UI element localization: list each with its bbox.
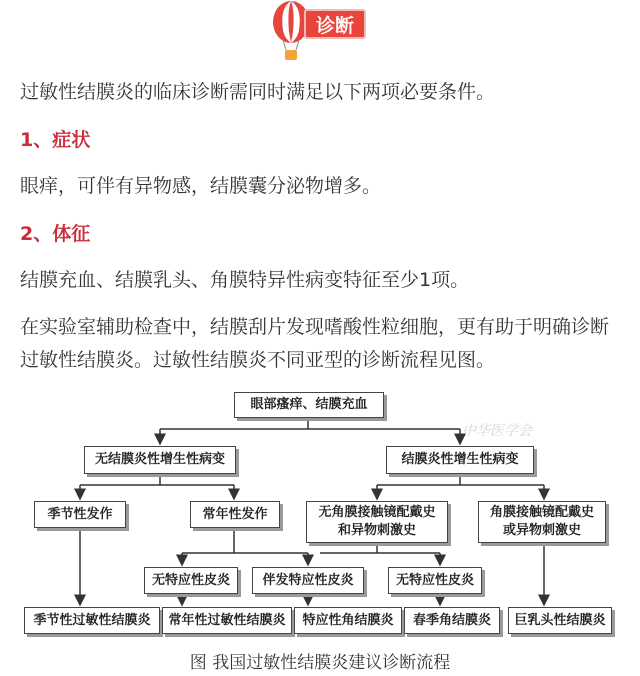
flow-no-contact-lens-box: [306, 501, 448, 543]
flow-output-atopic: 特应性角结膜炎: [294, 607, 402, 634]
flow-contact-lens-line1: 角膜接触镜配戴史: [489, 505, 594, 520]
section2-text: 结膜充血、结膜乳头、角膜特异性病变特征至少1项。: [20, 269, 470, 291]
section1-text: 眼痒，可伴有异物感，结膜囊分泌物增多。: [20, 175, 382, 197]
flow-proliferative-box: 结膜炎性增生性病变: [386, 446, 534, 474]
figure-caption: 图 我国过敏性结膜炎建议诊断流程: [189, 653, 451, 673]
flow-output-vernal: 春季角结膜炎: [404, 607, 500, 634]
flow-output-giant-papillary: 巨乳头性结膜炎: [508, 607, 612, 634]
section-header: [271, 0, 381, 62]
watermark: 中华医学会: [462, 423, 532, 439]
flow-output-perennial: 常年性过敏性结膜炎: [162, 607, 292, 634]
section2-heading: 2、体征: [20, 223, 91, 245]
flow-output-seasonal: 季节性过敏性结膜炎: [24, 607, 160, 634]
flow-no-contact-lens-line2: 和异物刺激史: [337, 523, 416, 538]
flow-seasonal-box: 季节性发作: [34, 501, 126, 528]
flow-no-contact-lens-line1: 无角膜接触镜配戴史: [318, 505, 436, 520]
flow-no-proliferative-box: 无结膜炎性增生性病变: [84, 446, 236, 474]
section1-heading: 1、症状: [20, 129, 91, 151]
flow-no-atopic-box-2: 无特应性皮炎: [388, 567, 482, 594]
flow-perennial-box: 常年性发作: [190, 501, 280, 528]
flow-no-atopic-box-1: 无特应性皮炎: [144, 567, 238, 594]
note-paragraph: 在实验室辅助检查中，结膜刮片发现嗜酸性粒细胞，更有助于明确诊断过敏性结膜炎。过敏性结膜炎不同亚型的诊断流程见图。: [20, 316, 610, 371]
flow-contact-lens-line2: 或异物刺激史: [502, 523, 581, 538]
flow-with-atopic-box: 伴发特应性皮炎: [252, 567, 364, 594]
flow-root-box: 眼部瘙痒、结膜充血: [234, 392, 384, 418]
diagnosis-flowchart: [20, 388, 626, 638]
section-badge: 诊断: [304, 9, 366, 39]
intro-paragraph: 过敏性结膜炎的临床诊断需同时满足以下两项必要条件。: [20, 81, 496, 103]
flow-contact-lens-box: [478, 501, 606, 543]
